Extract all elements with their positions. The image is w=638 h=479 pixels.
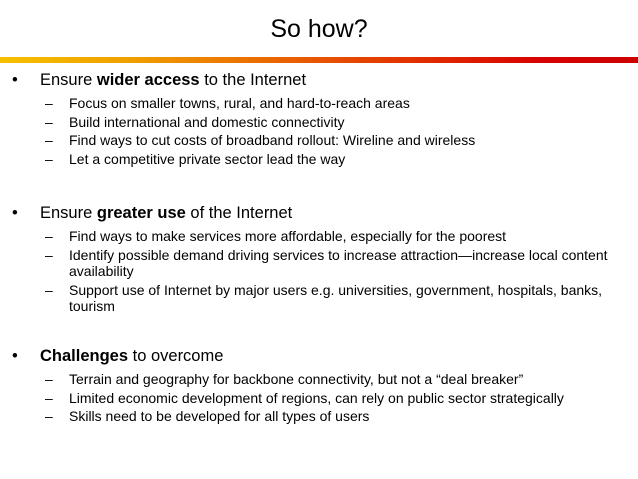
list-item <box>0 247 638 280</box>
heading-post: to overcome <box>128 347 224 365</box>
heading-post: to the Internet <box>199 71 307 89</box>
list-item-text: Build international and domestic connectivity <box>69 113 345 130</box>
list-item-text: Find ways to cut costs of broadband rollout: Wireline and wireless <box>69 132 476 149</box>
bullet-icon: • <box>12 204 18 222</box>
dash-icon: – <box>45 151 53 168</box>
section-wider-access <box>0 70 638 168</box>
dash-icon: – <box>45 246 53 263</box>
list-item-text: Skills need to be developed for all types of users <box>69 408 370 425</box>
dash-icon: – <box>45 389 53 406</box>
bullet-icon: • <box>12 347 18 365</box>
list-item-text: Let a competitive private sector lead the way <box>69 151 346 168</box>
heading-bold: greater use <box>96 204 186 222</box>
list-item <box>0 390 638 407</box>
dash-icon: – <box>45 132 53 149</box>
list-item <box>0 228 638 245</box>
list-item-text: Identify possible demand driving services to increase attraction—increase local content availability <box>69 246 608 280</box>
dash-icon: – <box>45 408 53 425</box>
section-greater-use <box>0 203 638 315</box>
dash-icon: – <box>45 281 53 298</box>
list-item <box>0 282 638 315</box>
list-item <box>0 95 638 112</box>
list-item-text: Support use of Internet by major users e.g. universities, government, hospitals, banks, tourism <box>69 281 603 315</box>
bullet-icon: • <box>12 71 18 89</box>
section-heading <box>0 203 638 223</box>
dash-icon: – <box>45 95 53 111</box>
section-heading <box>0 70 638 90</box>
section-challenges <box>0 346 638 425</box>
slide-title: So how? <box>270 15 368 43</box>
section-heading <box>0 346 638 366</box>
heading-post: of the Internet <box>185 204 293 222</box>
dash-icon: – <box>45 113 53 130</box>
heading-pre: Ensure <box>40 71 97 89</box>
dash-icon: – <box>45 371 53 387</box>
list-item <box>0 114 638 131</box>
title-underline-bar <box>0 57 638 63</box>
list-item <box>0 408 638 425</box>
list-item-text: Terrain and geography for backbone connectivity, but not a “deal breaker” <box>69 371 524 387</box>
list-item <box>0 371 638 388</box>
heading-bold: Challenges <box>40 347 129 365</box>
heading-bold: wider access <box>96 71 200 89</box>
list-item-text: Focus on smaller towns, rural, and hard-to-reach areas <box>69 95 410 111</box>
list-item <box>0 132 638 149</box>
list-item-text: Limited economic development of regions, can rely on public sector strategically <box>69 389 564 406</box>
list-item <box>0 151 638 168</box>
list-item-text: Find ways to make services more affordable, especially for the poorest <box>69 228 507 244</box>
dash-icon: – <box>45 228 53 244</box>
heading-pre: Ensure <box>40 204 97 222</box>
